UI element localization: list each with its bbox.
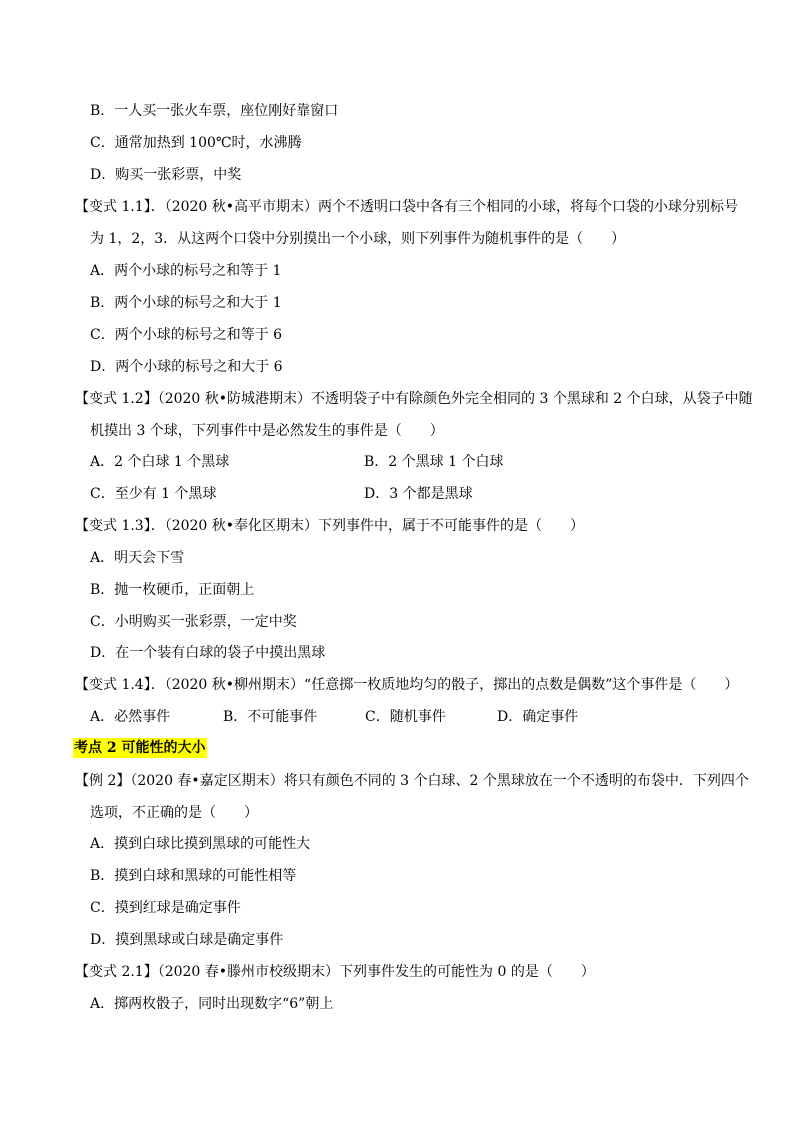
option-a: A．必然事件 [90, 709, 171, 725]
option-a: A．掷两枚骰子，同时出现数字“6”朝上 [90, 996, 334, 1012]
option-b: B．抛一枚硬币，正面朝上 [90, 582, 255, 598]
option-c: C．摸到红球是确定事件 [90, 900, 241, 916]
example-2: 【例 2】（2020 春•嘉定区期末）将只有颜色不同的 3 个白球、2 个黑球放在一个不透明的布袋中．下列四个 [75, 773, 749, 789]
option-d: D．摸到黑球或白球是确定事件 [90, 932, 284, 948]
option-b: B．一人买一张火车票，座位刚好靠窗口 [90, 103, 339, 119]
question-variant-1-1-cont: 为 1，2，3．从这两个口袋中分别摸出一个小球，则下列事件为随机事件的是（ ） [90, 231, 626, 247]
option-d: D．在一个装有白球的袋子中摸出黑球 [90, 645, 326, 661]
question-variant-2-1: 【变式 2.1】（2020 春•滕州市校级期末）下列事件发生的可能性为 0 的是（ ） [75, 964, 595, 980]
option-d: D．两个小球的标号之和大于 6 [90, 359, 283, 375]
option-a: A．两个小球的标号之和等于 1 [90, 263, 282, 279]
question-variant-1-2: 【变式 1.2】（2020 秋•防城港期末）不透明袋子中有除颜色外完全相同的 3 个黑球和 2 个白球，从袋子中随 [75, 391, 753, 407]
option-b: B．摸到白球和黑球的可能性相等 [90, 868, 297, 884]
option-c: C．小明购买一张彩票，一定中奖 [90, 614, 297, 630]
option-b: B．两个小球的标号之和大于 1 [90, 295, 282, 311]
option-c: C．两个小球的标号之和等于 6 [90, 327, 283, 343]
option-d: D．确定事件 [497, 709, 579, 725]
question-variant-1-4: 【变式 1.4】．（2020 秋•柳州期末）“任意掷一枚质地均匀的骰子，掷出的点数是偶数”这个事件是（ ） [75, 677, 739, 693]
question-variant-1-1: 【变式 1.1】．（2020 秋•高平市期末）两个不透明口袋中各有三个相同的小球，将每个口袋的小球分别标号 [75, 199, 739, 215]
option-a: A．摸到白球比摸到黑球的可能性大 [90, 836, 311, 852]
question-variant-1-3: 【变式 1.3】．（2020 秋•奉化区期末）下列事件中，属于不可能事件的是（ ） [75, 518, 585, 534]
option-d: D．购买一张彩票，中奖 [90, 167, 242, 183]
option-c: C．通常加热到 100℃时，水沸腾 [90, 135, 302, 151]
option-c: C．至少有 1 个黑球 [90, 486, 217, 502]
option-b: B．不可能事件 [223, 709, 318, 725]
example-2-cont: 选项，不正确的是（ ） [90, 805, 258, 821]
option-c: C．随机事件 [365, 709, 446, 725]
option-b: B．2 个黑球 1 个白球 [364, 454, 504, 470]
section-heading: 考点 2 可能性的大小 [74, 740, 206, 756]
question-variant-1-2-cont: 机摸出 3 个球，下列事件中是必然发生的事件是（ ） [90, 423, 444, 439]
option-a: A．明天会下雪 [90, 550, 185, 566]
option-d: D．3 个都是黑球 [364, 486, 473, 502]
option-a: A．2 个白球 1 个黑球 [90, 454, 230, 470]
